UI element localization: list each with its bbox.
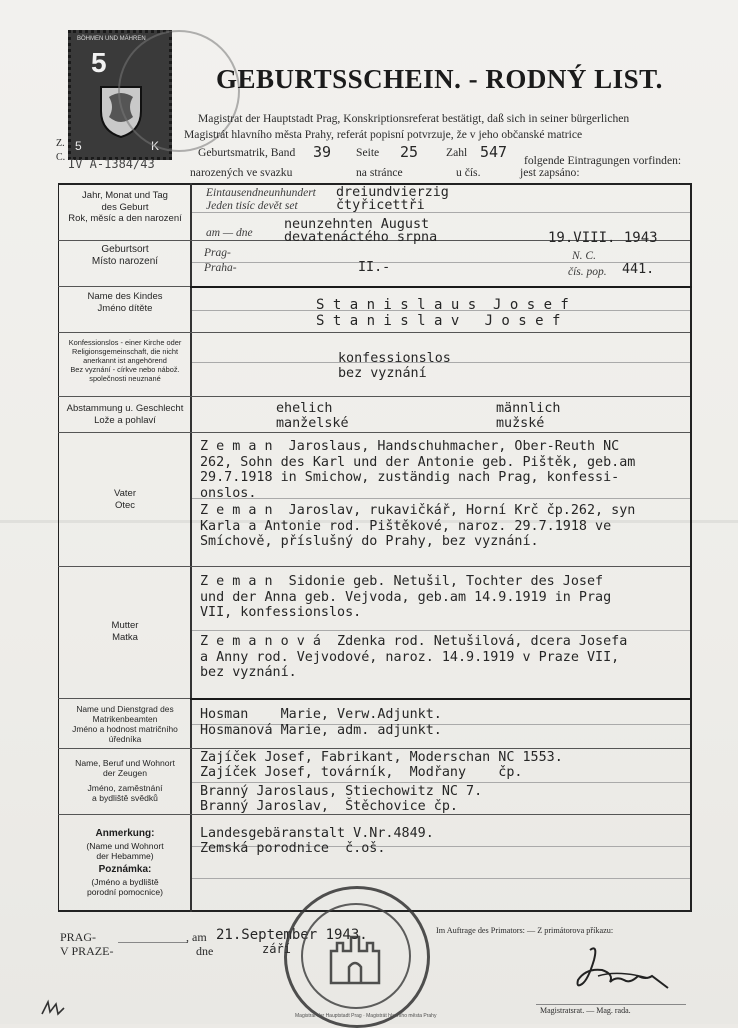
- zahl-value: 547: [480, 143, 508, 161]
- sex-cz: mužské: [496, 416, 545, 431]
- row-sep-4: [58, 396, 690, 397]
- header-line-4-uc: u čís.: [456, 166, 481, 179]
- year-de-prefix: Eintausendneunhundert: [206, 187, 316, 199]
- witness1-de: Zajíček Josef, Fabrikant, Moderschan NC 1553.: [200, 750, 563, 765]
- row-sep-7: [58, 698, 190, 699]
- registrar-de: Hosman Marie, Verw.Adjunkt.: [200, 707, 442, 722]
- legitimacy-cz: manželské: [276, 416, 349, 431]
- row-sep-2: [58, 286, 190, 287]
- father-de-line: 29.7.1918 in Smichow, zuständig nach Prag, konfessi-: [200, 470, 620, 485]
- child-name-label: Name des Kindes Jméno dítěte: [87, 291, 163, 314]
- guide-8: [192, 782, 690, 783]
- day-prefix: am — dne: [206, 227, 253, 239]
- remarks-de: Landesgebäranstalt V.Nr.4849.: [200, 826, 434, 841]
- nc-label: N. C.: [572, 250, 596, 262]
- mother-cz-line: Z e m a n o v á Zdenka rod. Netušilová, dcera Josefa: [200, 634, 628, 649]
- official-signature: [568, 940, 678, 1000]
- witness-label-cz: Jméno, zaměstnání a bydliště svědků: [87, 783, 163, 803]
- footer-dne: dne: [196, 944, 214, 958]
- witness1-cz: Zajíček Josef, továrník, Modřany čp.: [200, 765, 523, 780]
- guide-6: [192, 630, 690, 631]
- row-sep-8: [58, 748, 690, 749]
- year-de: dreiundvierzig: [336, 185, 449, 200]
- remarks-label-cz: Poznámka:: [98, 864, 152, 875]
- city-seal-legend: Magistrat der Hauptstadt Prag · Magistrát hlavního města Prahy: [295, 1013, 437, 1019]
- city-seal: [284, 886, 437, 1028]
- stamp-top-text: BÖHMEN UND MÄHREN: [77, 36, 146, 42]
- year-cz-prefix: Jeden tisíc devět set: [206, 200, 298, 212]
- stamp-bottom-right: K: [151, 139, 160, 153]
- band-value: 39: [313, 143, 332, 161]
- header-line-4-end: jest zapsáno:: [520, 166, 580, 179]
- signature-line: [536, 1004, 686, 1005]
- remarks-sub-de: (Name und Wohnort der Hebamme): [86, 841, 164, 861]
- footer-zari: září: [262, 942, 291, 956]
- mandate-text: Im Auftrage des Primators: — Z primátorova příkazu:: [436, 926, 614, 935]
- signature-caption: Magistratsrat. — Mag. rada.: [540, 1006, 631, 1015]
- city-de: Prag-: [204, 247, 231, 259]
- geburtsmatrik-label: Geburtsmatrik, Band: [198, 146, 296, 159]
- header-line-1: Magistrat der Hauptstadt Prag, Konskriptionsreferat bestätigt, daß sich in seiner bürgerlichen: [198, 112, 630, 125]
- father-text-cz: [200, 503, 635, 550]
- religion-label: Konfessionslos - einer Kirche oder Religionsgemeinschaft, die nicht anerkannt ist angehörend Bez vyznání - církve nebo nábož. společnosti neuznané: [68, 338, 182, 383]
- footer-am: , am: [186, 930, 207, 944]
- witness-label-de: Name, Beruf und Wohnort der Zeugen: [75, 758, 175, 778]
- row-sep-3: [58, 332, 690, 333]
- seite-value: 25: [400, 143, 419, 161]
- remarks-cz: Zemská porodnice č.oš.: [200, 841, 386, 856]
- row-sep-6: [58, 566, 690, 567]
- child-name-cz: S t a n i s l a v J o s e f: [316, 313, 561, 329]
- stamp-bottom-left: 5: [75, 139, 82, 153]
- header-line-4-mid: na stránce: [356, 166, 403, 179]
- mother-de-line: Z e m a n Sidonie geb. Netušil, Tochter des Josef: [200, 574, 604, 589]
- handwritten-mark: [38, 998, 68, 1020]
- religion-de: konfessionslos: [338, 351, 451, 366]
- table-right-border: [690, 183, 692, 912]
- remarks-label-de: Anmerkung:: [95, 828, 155, 839]
- margin-mark-z: Z.: [56, 138, 65, 149]
- mother-text-cz: [200, 634, 627, 681]
- day-cz: devatenáctého srpna: [284, 230, 438, 245]
- year-cz: čtyřicettři: [336, 198, 425, 213]
- father-cz-line: Smíchově, příslušný do Prahy, bez vyznání.: [200, 534, 539, 549]
- guide-1: [192, 212, 690, 213]
- castle-icon: [325, 927, 385, 985]
- footer-date: 21.September 1943.: [216, 927, 368, 943]
- mother-de-line: VII, konfessionslos.: [200, 605, 362, 620]
- father-cz-line: Z e m a n Jaroslav, rukavičkář, Horní Krč čp.262, syn: [200, 503, 636, 518]
- zahl-label: Zahl: [446, 146, 468, 159]
- witness2-de: Branný Jaroslaus, Stiechowitz NC 7.: [200, 784, 483, 799]
- house-number: 441.: [622, 262, 655, 277]
- child-name-de: S t a n i s l a u s J o s e f: [316, 297, 569, 313]
- paper-fold: [0, 520, 738, 523]
- row-sep-9: [58, 814, 690, 815]
- birth-date-label: Jahr, Monat und Tag des Geburt Rok, měsíc a den narození: [68, 190, 182, 224]
- religion-cz: bez vyznání: [338, 366, 427, 381]
- legitimacy-de: ehelich: [276, 401, 333, 416]
- father-de-line: onslos.: [200, 485, 257, 501]
- father-de-line: 262, Sohn des Karl und der Antonie geb. Pištěk, geb.am: [200, 454, 636, 470]
- registration-reference: IV A-1384/43: [68, 157, 155, 171]
- birth-date-value: 19.VIII. 1943: [548, 230, 658, 246]
- father-text-de: [200, 439, 635, 501]
- footer-place-de: PRAG-: [60, 930, 97, 944]
- father-label: Vater Otec: [113, 488, 136, 511]
- mother-label: Mutter Matka: [111, 620, 139, 643]
- footer-place-line: [118, 942, 188, 943]
- remarks-sub-cz: (Jméno a bydliště porodní pomocnice): [87, 877, 163, 897]
- registrar-cz: Hosmanová Marie, adm. adjunkt.: [200, 723, 442, 738]
- child-box-top: [190, 286, 692, 288]
- mother-text-de: [200, 574, 611, 621]
- guide-2: [192, 262, 690, 263]
- document-title: GEBURTSSCHEIN. - RODNÝ LIST.: [216, 64, 663, 94]
- mother-cz-line: a Anny rod. Vejvodové, naroz. 14.9.1919 v Praze VII,: [200, 649, 620, 665]
- table-divider: [190, 183, 192, 912]
- mother-cz-line: bez vyznání.: [200, 665, 297, 680]
- birthplace-label: Geburtsort Místo narození: [91, 244, 159, 267]
- mother-de-line: und der Anna geb. Vejvoda, geb.am 14.9.1919 in Prag: [200, 589, 612, 605]
- header-line-4-start: narozených ve svazku: [190, 166, 293, 179]
- city-cz: Praha-: [204, 262, 237, 274]
- descent-label: Abstammung u. Geschlecht Lože a pohlaví: [66, 403, 184, 426]
- seite-label: Seite: [356, 146, 380, 159]
- margin-mark-c: C.: [56, 152, 66, 163]
- registrar-label: Name und Dienstgrad des Matrikenbeamten Jméno a hodnost matričního úředníka: [72, 704, 178, 744]
- cp-label: čís. pop.: [568, 266, 607, 278]
- row-sep-5: [58, 432, 690, 433]
- witness2-cz: Branný Jaroslav, Štěchovice čp.: [200, 799, 458, 814]
- footer-place-cz: V PRAZE-: [60, 944, 114, 958]
- table-left-border: [58, 183, 59, 912]
- header-line-2: Magistrát hlavního města Prahy, referát popisní potvrzuje, že v jeho občanské matrice: [184, 128, 583, 141]
- father-cz-line: Karla a Antonie rod. Pištěkové, naroz. 29.7.1918 ve: [200, 518, 612, 534]
- day-de: neunzehnten August: [284, 217, 430, 232]
- sex-de: männlich: [496, 401, 561, 416]
- guide-10: [192, 878, 690, 879]
- stamp-value: 5: [91, 47, 107, 78]
- father-de-line: Z e m a n Jaroslaus, Handschuhmacher, Ober-Reuth NC: [200, 439, 620, 454]
- district-value: II.-: [358, 260, 391, 275]
- child-box-bottom: [190, 698, 690, 700]
- header-line-3-end: folgende Eintragungen vorfinden:: [524, 154, 682, 167]
